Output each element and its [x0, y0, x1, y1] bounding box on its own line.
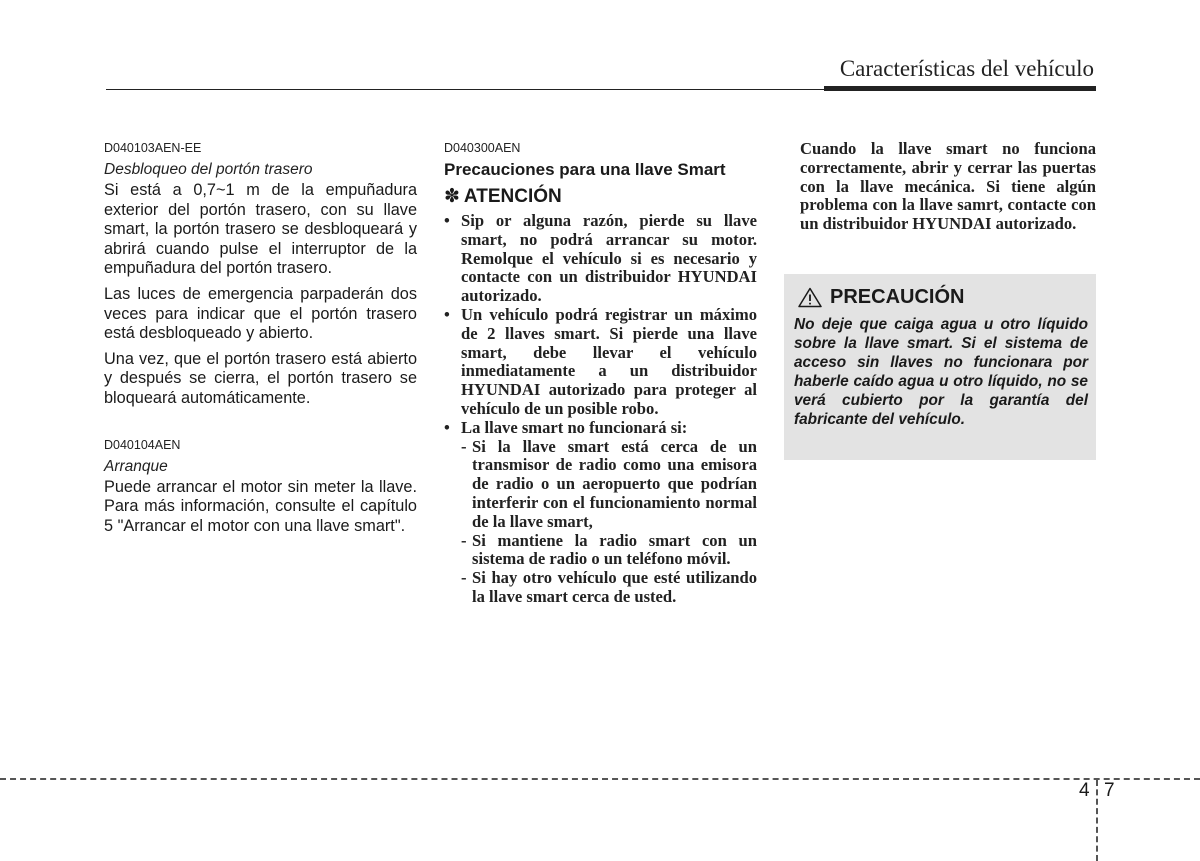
list-item: - Si hay otro vehículo que esté utilizando la llave smart cerca de usted.: [444, 569, 757, 607]
body-paragraph: Las luces de emergencia parpaderán dos veces para indicar que el portón trasero está desbloqueado y abierto.: [104, 284, 417, 343]
caution-title: PRECAUCIÓN: [830, 286, 965, 308]
asterisk-icon: ✽: [444, 186, 460, 207]
list-item: [444, 419, 757, 438]
list-item: • Sip or alguna razón, pierde su llave smart, no podrá arrancar su motor. Remolque el vehículo si es necesario y contacte con un distribuidor HYUNDAI autorizado.: [444, 212, 757, 306]
section-subheading: Desbloqueo del portón trasero: [104, 161, 313, 178]
body-paragraph: Una vez, que el portón trasero está abierto y después se cierra, el portón trasero se bloqueará automáticamente.: [104, 349, 417, 407]
section-code: D040103AEN-EE: [104, 141, 202, 155]
body-paragraph: Si está a 0,7~1 m de la empuñadura exterior del portón trasero, con su llave smart, la portón trasero se desbloqueará y abrirá cuando pulse el interruptor de la empuñadura del portón trasero.: [104, 181, 417, 278]
attention-label: ATENCIÓN: [463, 186, 562, 207]
body-paragraph: Puede arrancar el motor sin meter la llave. Para más información, consulte el capítulo 5 "Arrancar el motor con una llave smart".: [104, 477, 417, 535]
header-rule-accent: [824, 86, 1096, 91]
section-code: D040300AEN: [444, 141, 521, 155]
header-rule: [106, 89, 826, 90]
list-item-text: La llave smart no funcionará si:: [461, 417, 688, 437]
conditions-list: [444, 438, 757, 607]
section-code: D040104AEN: [104, 437, 181, 452]
caution-text: No deje que caiga agua u otro líquido sobre la llave smart. Si el sistema de acceso sin llaves no funcionara por haberle caído agua u otro líquido, no se verá cubierto por la garantía del fabricante del vehículo.: [794, 316, 1088, 428]
list-item: - Si mantiene la radio smart con un sistema de radio o un teléfono móvil.: [444, 532, 757, 570]
column-middle: [444, 140, 757, 607]
caution-box: [784, 274, 1096, 460]
note-paragraph: Cuando la llave smart no funciona correctamente, abrir y cerrar las puertas con la llave mecánica. Si tiene algún problema con la llave samrt, contacte con un distribuidor HYUNDAI autorizado.: [800, 139, 1096, 234]
column-left: [104, 140, 417, 542]
attention-heading: [444, 186, 757, 208]
attention-list: [444, 212, 757, 438]
list-item: - Si la llave smart está cerca de un transmisor de radio como una emisora de radio o un aeropuerto que podrían interferir con el funcionamiento normal de la llave smart,: [444, 438, 757, 532]
page-number: 7: [1104, 780, 1115, 801]
caution-header: [798, 286, 964, 309]
section-number: 4: [1079, 780, 1090, 801]
footer-rule: [0, 778, 1200, 780]
footer-divider: [1096, 780, 1098, 861]
warning-triangle-icon: [798, 287, 822, 308]
section-subheading: Arranque: [104, 457, 168, 475]
page-header-title: Características del vehículo: [839, 56, 1094, 81]
section-heading: Precauciones para una llave Smart: [444, 160, 726, 179]
column-right: [800, 140, 1096, 234]
list-item: • Un vehículo podrá registrar un máximo de 2 llaves smart. Si pierde una llave smart, debe llevar el vehículo inmediatamente a un distribuidor HYUNDAI autorizado para proteger al vehículo de un posible robo.: [444, 306, 757, 419]
